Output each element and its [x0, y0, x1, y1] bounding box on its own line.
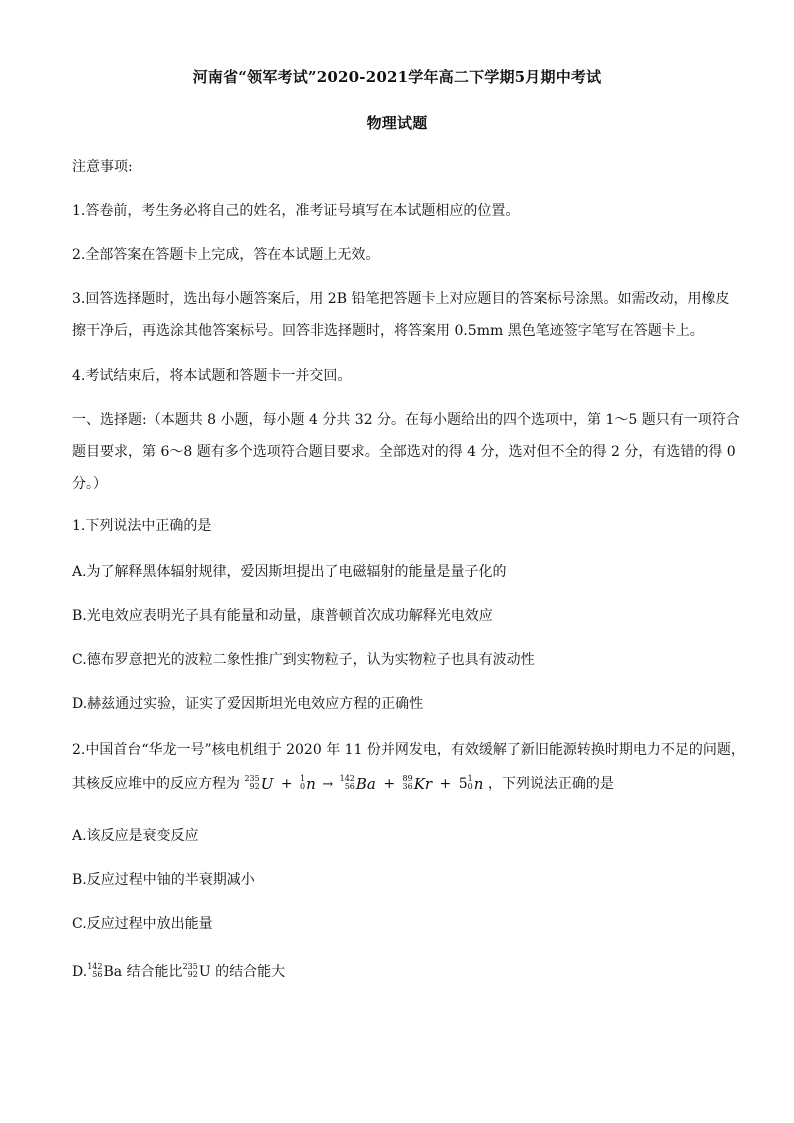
- section-instructions: 题目要求，第 6～8 题有多个选项符合题目要求。全部选对的得 4 分，选对但不全的得 2 分，有选错的得 0: [72, 444, 736, 460]
- nuclide-uranium: [244, 774, 273, 794]
- notice-item-continued: 擦干净后，再选涂其他答案标号。回答非选择题时，将答案用 0.5mm 黑色笔迹签字笔写在答题卡上。: [72, 323, 704, 339]
- notice-item: 4.考试结束后，将本试题和答题卡一并交回。: [72, 368, 352, 384]
- question-2-option-d: [72, 962, 732, 982]
- option-middle-text: 结合能比: [126, 964, 183, 980]
- element-symbol: n: [473, 775, 484, 793]
- nuclide-barium: [87, 962, 122, 982]
- atomic-number: 0: [467, 782, 473, 791]
- question-1-stem: 1.下列说法中正确的是: [72, 518, 212, 534]
- option-label: D.: [72, 964, 88, 980]
- question-2-stem-prefix: 其核反应堆中的反应方程为: [72, 776, 240, 792]
- question-1-option-a: A.为了解释黑体辐射规律，爱因斯坦提出了电磁辐射的能量是量子化的: [72, 564, 507, 580]
- nuclide-krypton: [403, 774, 433, 794]
- question-2-option-c: C.反应过程中放出能量: [72, 916, 213, 932]
- nuclide-neutrons-coefficient: [459, 774, 484, 794]
- section-instructions: 分。）: [72, 476, 107, 492]
- element-symbol: Ba: [103, 964, 123, 980]
- element-symbol: U: [198, 964, 211, 980]
- question-1-option-d: D.赫兹通过实验，证实了爱因斯坦光电效应方程的正确性: [72, 696, 424, 712]
- question-2-stem-equation-line: [72, 774, 732, 795]
- atomic-number: 0: [300, 782, 306, 791]
- plus-sign: +: [383, 776, 396, 792]
- element-symbol: Ba: [355, 775, 376, 793]
- element-symbol: n: [306, 775, 316, 793]
- element-symbol: U: [260, 775, 274, 793]
- question-2-stem-suffix: ，下列说法正确的是: [487, 776, 614, 792]
- mass-number: 142: [339, 774, 355, 783]
- notice-item: 1.答卷前，考生务必将自己的姓名，准考证号填写在本试题相应的位置。: [72, 203, 520, 219]
- plus-sign: +: [280, 776, 293, 792]
- mass-number: 1: [300, 774, 306, 783]
- atomic-number: 92: [249, 782, 260, 791]
- atomic-number: 36: [402, 782, 413, 791]
- nuclide-barium: [340, 774, 376, 794]
- reaction-arrow: →: [322, 777, 334, 792]
- option-end-text: 的结合能大: [215, 964, 286, 980]
- plus-sign: +: [439, 776, 452, 792]
- exam-title: 河南省“领军考试”2020-2021学年高二下学期5月期中考试: [192, 68, 602, 86]
- question-2-option-a: A.该反应是衰变反应: [72, 828, 199, 844]
- section-instructions: 一、选择题:（本题共 8 小题，每小题 4 分共 32 分。在每小题给出的四个选项中，第 1～5 题只有一项符合: [72, 412, 740, 428]
- nuclide-neutron: [300, 774, 316, 794]
- question-2-stem: 2.中国首台“华龙一号”核电机组于 2020 年 11 份并网发电，有效缓解了新旧能源转换时期电力不足的问题，: [72, 742, 745, 758]
- atomic-number: 56: [92, 970, 103, 979]
- mass-number: 89: [402, 774, 413, 783]
- exam-subtitle: 物理试题: [366, 114, 428, 132]
- question-2-option-b: B.反应过程中铀的半衰期减小: [72, 872, 255, 888]
- notice-item: 2.全部答案在答题卡上完成，答在本试题上无效。: [72, 247, 380, 263]
- mass-number: 235: [244, 774, 260, 783]
- atomic-number: 92: [187, 970, 198, 979]
- atomic-number: 56: [344, 782, 355, 791]
- notice-heading: 注意事项:: [72, 159, 133, 175]
- mass-number: 235: [182, 962, 198, 971]
- mass-number: 142: [87, 962, 103, 971]
- nuclide-uranium: [183, 962, 211, 982]
- mass-number: 1: [467, 774, 473, 783]
- question-1-option-c: C.德布罗意把光的波粒二象性推广到实物粒子，认为实物粒子也具有波动性: [72, 652, 535, 668]
- notice-item: 3.回答选择题时，选出每小题答案后，用 2B 铅笔把答题卡上对应题目的答案标号涂黑。如需改动，用橡皮: [72, 291, 730, 307]
- question-1-option-b: B.光电效应表明光子具有能量和动量，康普顿首次成功解释光电效应: [72, 608, 493, 624]
- coefficient: 5: [458, 776, 468, 792]
- element-symbol: Kr: [413, 775, 433, 793]
